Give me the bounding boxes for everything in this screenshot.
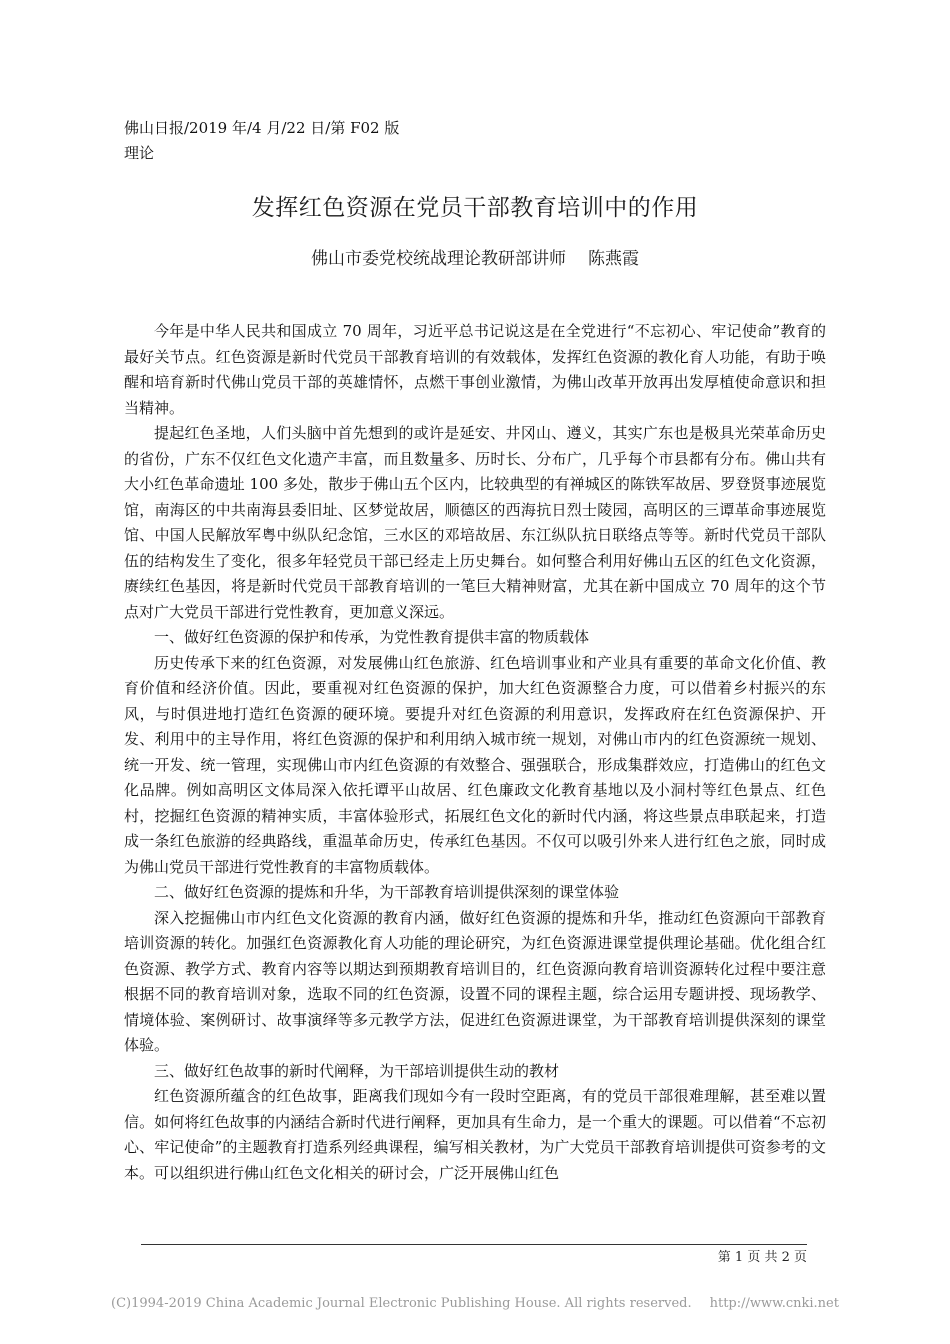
article-title: 发挥红色资源在党员干部教育培训中的作用 [251, 195, 699, 221]
copyright-text: (C)1994-2019 China Academic Journal Electronic Publishing House. All rights reserved. [111, 1296, 692, 1311]
paragraph: 深入挖掘佛山市内红色文化资源的教育内涵，做好红色资源的提炼和升华，推动红色资源向干部教育培训资源的转化。加强红色资源教化育人功能的理论研究，为红色资源进课堂提供理论基础。优化组合红色资源、教学方式、教育内容等以期达到预期教育培训目的，红色资源向教育培训资源转化过程中要注意根据不同的教育培训对象，选取不同的红色资源，设置不同的课程主题，综合运用专题讲授、现场教学、情境体验、案例研讨、故事演绎等多元教学方法，促进红色资源进课堂，为干部教育培训提供深刻的课堂体验。 [124, 908, 826, 1054]
footer-divider [141, 1244, 807, 1245]
author-name: 陈燕霞 [588, 249, 639, 269]
paragraph: 提起红色圣地，人们头脑中首先想到的或许是延安、井冈山、遵义，其实广东也是极具光荣革命历史的省份，广东不仅红色文化遗产丰富，而且数量多、历时长、分布广，几乎每个市县都有分布。佛山共有大小红色革命遗址 100 多处，散步于佛山五个区内，比较典型的有禅城区的陈铁军故居、罗登贤事迹展览馆，南海区的中共南海县委旧址、区梦觉故居，顺德区的西海抗日烈士陵园，高明区的三谭革命事迹展览馆、中国人民解放军粤中纵队纪念馆，三水区的邓培故居、东江纵队抗日联络点等等。新时代党员干部队伍的结构发生了变化，很多年轻党员干部已经走上历史舞台。如何整合利用好佛山五区的红色文化资源，赓续红色基因，将是新时代党员干部教育培训的一笔巨大精神财富，尤其在新中国成立 70 周年的这个节点对广大党员干部进行党性教育，更加意义深远。 [124, 424, 826, 621]
section-heading: 三、做好红色故事的新时代阐释，为干部培训提供生动的教材 [154, 1061, 560, 1080]
copyright-url: http://www.cnki.net [709, 1296, 839, 1311]
section-heading: 一、做好红色资源的保护和传承，为党性教育提供丰富的物质载体 [154, 628, 590, 646]
paragraph: 今年是中华人民共和国成立 70 周年，习近平总书记说这是在全党进行“不忘初心、牢记使命”教育的最好关节点。红色资源是新时代党员干部教育培训的有效载体，发挥红色资源的教化育人功能，有助于唤醒和培育新时代佛山党员干部的英雄情怀，点燃干事创业激情，为佛山改革开放再出发厚植使命意识和担当精神。 [124, 322, 826, 417]
paragraph: 历史传承下来的红色资源，对发展佛山红色旅游、红色培训事业和产业具有重要的革命文化价值、教育价值和经济价值。因此，要重视对红色资源的保护，加大红色资源整合力度，可以借着乡村振兴的东风，与时俱进地打造红色资源的硬环境。要提升对红色资源的利用意识，发挥政府在红色资源保护、开发、利用中的主导作用，将红色资源的保护和利用纳入城市统一规划，对佛山市内的红色资源统一规划、统一开发、统一管理，实现佛山市内红色资源的有效整合、强强联合，形成集群效应，打造佛山的红色文化品牌。例如高明区文体局深入依托谭平山故居、红色廉政文化教育基地以及小洞村等红色景点、红色村，挖掘红色资源的精神实质，丰富体验形式，拓展红色文化的新时代内涵，将这些景点串联起来，打造成一条红色旅游的经典路线，重温革命历史，传承红色基因。不仅可以吸引外来人进行红色之旅，同时成为佛山党员干部进行党性教育的丰富物质载体。 [124, 653, 826, 876]
section-heading: 二、做好红色资源的提炼和升华，为干部教育培训提供深刻的课堂体验 [154, 883, 620, 901]
paragraph: 红色资源所蕴含的红色故事，距离我们现如今有一段时空距离，有的党员干部很难理解，甚至难以置信。如何将红色故事的内涵结合新时代进行阐释，更加具有生命力，是一个重大的课题。可以借着“不忘初心、牢记使命”的主题教育打造系列经典课程，编写相关教材，为广大党员干部教育培训提供可资参考的文本。可以组织进行佛山红色文化相关的研讨会，广泛开展佛山红色 [124, 1087, 826, 1182]
section-label: 理论 [124, 144, 155, 162]
article-body [124, 319, 826, 1186]
copyright-notice [0, 1296, 950, 1311]
author-affiliation: 佛山市委党校统战理论教研部讲师 [311, 249, 566, 269]
author-line [0, 244, 950, 269]
page-number: 第 1 页 共 2 页 [717, 1250, 807, 1265]
article-header [124, 116, 399, 166]
source-line: 佛山日报/2019 年/4 月/22 日/第 F02 版 [124, 119, 400, 137]
